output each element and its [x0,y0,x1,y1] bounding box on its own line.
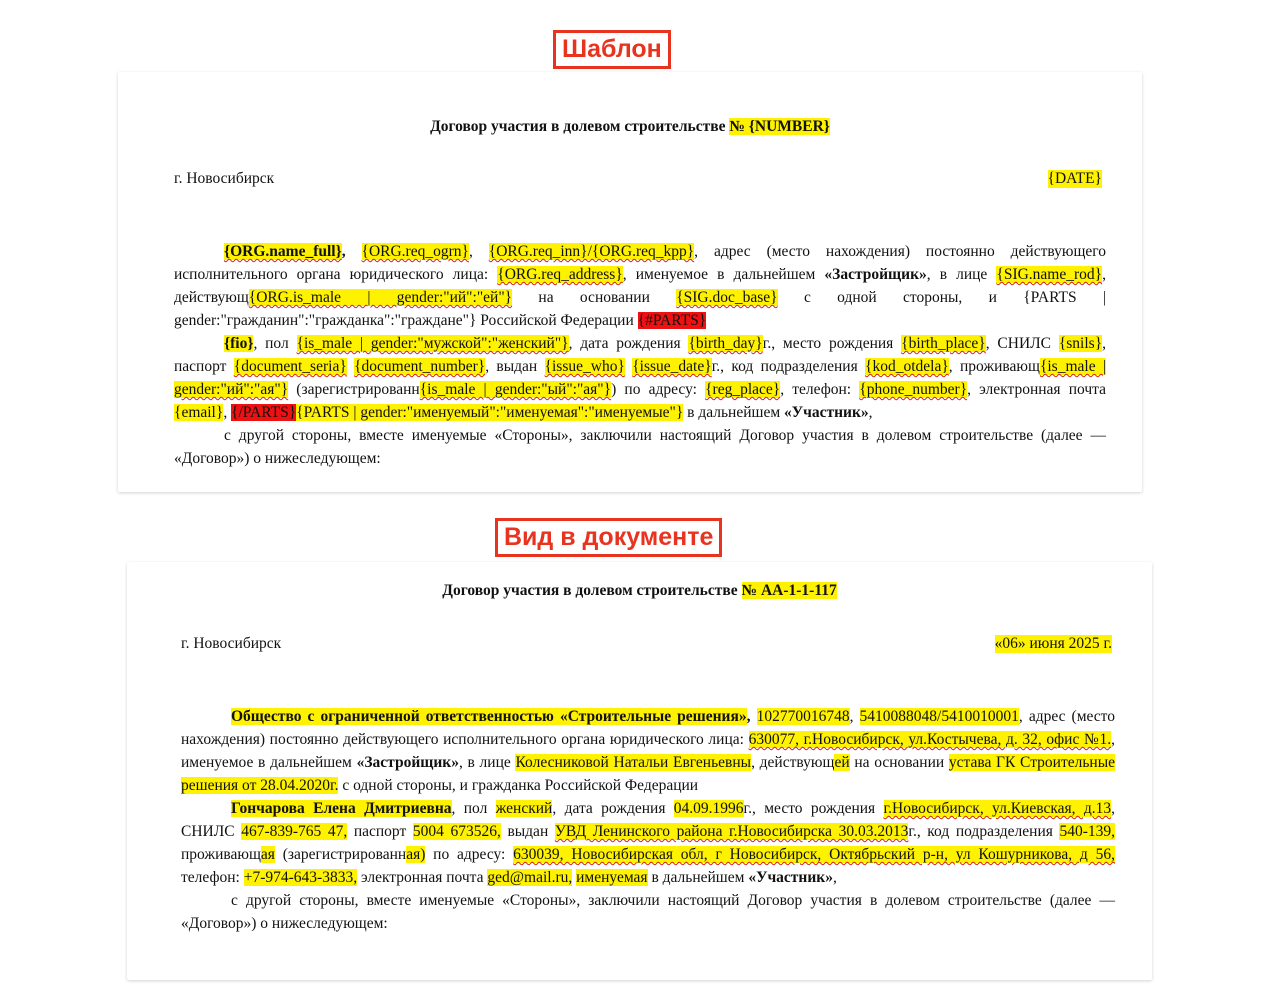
doc-text: проживающ [181,846,261,863]
tpl-phone: {phone_number} [859,381,968,398]
tpl-email: {email} [174,404,224,421]
tpl-text: с одной стороны, и {PARTS | gender:"гражданин":"гражданка":"граждане"} Российской Федерации [174,289,1106,329]
doc-text: по адресу: [425,846,514,863]
tpl-ogrn: {ORG.req_ogrn} [361,243,469,260]
doc-text: , дата рождения [552,800,674,817]
template-paragraph-1 [174,240,1106,332]
document-date: «06» июня 2025 г. [994,635,1112,652]
doc-text: , адрес (место нахождения) постоянно действующего исполнительного органа юридического лица: [181,708,1115,748]
doc-comma: , [746,708,757,725]
tpl-issue-date: {issue_date} [632,358,712,375]
template-title [118,118,1142,136]
tpl-developer: «Застройщик» [824,266,927,283]
document-body [181,705,1115,935]
tpl-text: , электронная почта [967,381,1107,398]
doc-is-male: ей [834,754,850,771]
tpl-address: {ORG.req_address} [497,266,623,283]
tpl-text: г., код подразделения [711,358,866,375]
doc-doc-base: устава ГК Строительные решения от 28.04.2020г. [181,754,1115,794]
document-paragraph-3: с другой стороны, вместе именуемые «Стороны», заключили настоящий Договор участия в долевом строительстве (далее — «Договор») о нижеследующем: [181,892,1115,932]
tpl-doc-number: {document_number} [354,358,486,375]
doc-text: , в лице [458,754,516,771]
doc-passport: 5004 673526, [412,823,501,840]
tpl-kod: {kod_otdela} [865,358,949,375]
doc-text: г., место рождения [743,800,884,817]
tpl-text: , телефон: [780,381,860,398]
doc-address: 630077, г.Новосибирск, ул.Костычева, д. 32, офис №1. [748,731,1112,748]
tpl-text: на основании [512,289,677,306]
template-date: {DATE} [1047,170,1102,187]
tpl-named: {PARTS | gender:"именуемый":"именуемая":"именуемые"} [296,404,684,421]
doc-registered: ая) [406,846,426,863]
tpl-doc-base: {SIG.doc_base} [676,289,778,306]
tpl-text: , действующ [174,266,1106,306]
tpl-text: в дальнейшем [683,404,785,421]
tpl-text: , адрес (место нахождения) постоянно действующего исполнительного органа юридического лица: [174,243,1107,283]
doc-text: с одной стороны, и гражданка Российской Федерации [338,777,699,794]
template-paragraph-2 [174,332,1106,424]
tpl-doc-seria: {document_seria} [233,358,347,375]
tpl-issue-who: {issue_who} [544,358,625,375]
tpl-text: , в лице [926,266,997,283]
doc-fio: Гончарова Елена Дмитриевна [231,800,452,817]
tpl-comma: , [468,243,489,260]
doc-developer: «Застройщик» [356,754,459,771]
doc-birth-place: г.Новосибирск, ул.Киевская, д.13 [883,800,1112,817]
doc-named: именуемая [576,869,648,886]
doc-reg-place: 630039, Новосибирская обл, г Новосибирск, Октябрьский р-н, ул Кошурникова, д 56, [513,846,1115,863]
tpl-text: , паспорт [174,335,1107,375]
tpl-inn-kpp: {ORG.req_inn}/{ORG.req_kpp} [488,243,695,260]
document-title-number: № АА-1-1-117 [741,582,837,599]
tpl-gender: {is_male | gender:"мужской":"женский"} [296,335,569,352]
doc-inn-kpp: 5410088048/5410010001 [859,708,1019,725]
tpl-registered: {is_male | gender:"ый":"ая"} [419,381,612,398]
doc-text: выдан [500,823,555,840]
doc-birth-day: 04.09.1996 [673,800,744,817]
tpl-org-name: {ORG.name_full} [224,243,342,260]
tpl-text: , проживающ [948,358,1040,375]
document-page [127,562,1152,980]
tpl-text [347,358,354,375]
tpl-comma: , [341,243,362,260]
document-title-text: Договор участия в долевом строительстве [442,582,738,599]
tpl-text: , дата рождения [568,335,689,352]
doc-text: , пол [451,800,496,817]
tpl-is-male: {ORG.is_male | gender:"ий":"ей"} [248,289,513,306]
doc-text: , именуемое в дальнейшем [181,731,1115,771]
tpl-participant: «Участник» [784,404,869,421]
tpl-text: , СНИЛС [985,335,1059,352]
tpl-birth-place: {birth_place} [901,335,986,352]
doc-text: г., код подразделения [908,823,1060,840]
tpl-text: , выдан [485,358,545,375]
doc-text: (зарегистрированн [274,846,407,863]
doc-text: , [832,869,837,886]
document-paragraph-1 [181,705,1115,797]
doc-text: , СНИЛС [181,800,1116,840]
tpl-sig-name: {SIG.name_rod} [996,266,1103,283]
doc-text: электронная почта [357,869,488,886]
tpl-fio: {fio} [224,335,254,352]
tpl-text: , именуемое в дальнейшем [622,266,825,283]
doc-phone: +7-974-643-3833, [243,869,358,886]
tpl-text: г., место рождения [762,335,902,352]
doc-comma: , [849,708,860,725]
doc-email: ged@mail.ru, [487,869,573,886]
doc-sig-name: Колесниковой Натальи Евгеньевны [515,754,752,771]
doc-text: в дальнейшем [647,869,749,886]
tpl-parts-close: {/PARTS} [231,404,297,421]
doc-kod: 540-139, [1059,823,1116,840]
doc-snils: 467-839-765 47, [241,823,348,840]
tpl-birth-day: {birth_day} [688,335,763,352]
tpl-text: , [868,404,873,421]
template-title-number: № {NUMBER} [729,118,830,135]
document-city: г. Новосибирск [181,635,282,652]
tpl-text: , [223,404,232,421]
template-page [118,72,1142,492]
tpl-living: {is_male | gender:"ий":"ая"} [174,358,1107,398]
doc-org-name: Общество с ограниченной ответственностью «Строительные решения» [231,708,747,725]
doc-participant: «Участник» [748,869,833,886]
document-paragraph-2 [181,797,1115,889]
tpl-text: (зарегистрированн [288,381,420,398]
doc-living: ая [260,846,275,863]
doc-text: на основании [849,754,949,771]
template-title-text: Договор участия в долевом строительстве [430,118,726,135]
document-title [127,582,1152,600]
tpl-text: ) по адресу: [611,381,706,398]
doc-text: , действующ [751,754,835,771]
template-body [174,240,1106,470]
template-city: г. Новосибирск [174,170,275,187]
doc-issue-who: УВД Ленинского района г.Новосибирска 30.03.2013 [554,823,909,840]
tpl-text: , пол [253,335,297,352]
tpl-reg-place: {reg_place} [705,381,781,398]
tpl-snils: {snils} [1058,335,1103,352]
document-label: Вид в документе [495,518,722,557]
template-label: Шаблон [553,30,671,69]
tpl-parts-open: {#PARTS} [637,312,707,329]
doc-text: паспорт [347,823,413,840]
doc-ogrn: 102770016748 [756,708,850,725]
template-paragraph-3: с другой стороны, вместе именуемые «Стороны», заключили настоящий Договор участия в долевом строительстве (далее — «Договор») о нижеследующем: [174,427,1106,467]
doc-gender: женский [495,800,553,817]
doc-text: телефон: [181,869,244,886]
